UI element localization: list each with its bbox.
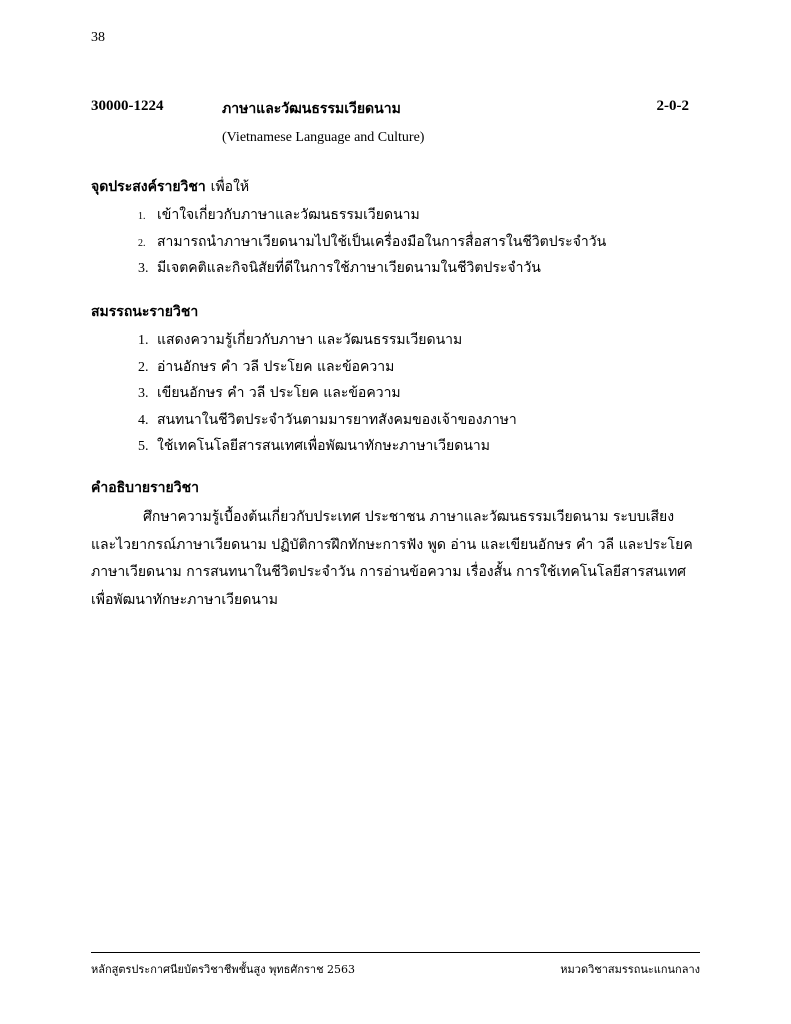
objective-number: 1. bbox=[138, 211, 146, 222]
course-header bbox=[91, 98, 691, 118]
competency-item bbox=[138, 327, 517, 354]
footer-divider bbox=[91, 952, 700, 953]
objective-item bbox=[138, 202, 606, 229]
competency-number: 1. bbox=[138, 333, 149, 348]
footer-curriculum: หลักสูตรประกาศนียบัตรวิชาชีพชั้นสูง พุทธศักราช 2563 bbox=[91, 963, 356, 976]
competency-number: 3. bbox=[138, 386, 149, 401]
objective-number: 3. bbox=[138, 261, 149, 276]
footer-category: หมวดวิชาสมรรถนะแกนกลาง bbox=[560, 963, 700, 976]
objective-text: สามารถนำภาษาเวียดนามไปใช้เป็นเครื่องมือในการสื่อสารในชีวิตประจำวัน bbox=[157, 233, 607, 250]
competencies-list bbox=[138, 327, 517, 460]
description-line: และไวยากรณ์ภาษาเวียดนาม ปฏิบัติการฝึกทักษะการฟัง พูด อ่าน และเขียนอักษร คำ วลี และประโยค bbox=[91, 536, 693, 553]
objective-text: มีเจตคติและกิจนิสัยที่ดีในการใช้ภาษาเวียดนามในชีวิตประจำวัน bbox=[157, 260, 541, 276]
competencies-heading: สมรรถนะรายวิชา bbox=[91, 304, 199, 320]
objectives-heading-suffix: เพื่อให้ bbox=[210, 179, 250, 195]
objective-item bbox=[138, 229, 606, 256]
competency-item bbox=[138, 380, 517, 407]
competency-item bbox=[138, 433, 517, 460]
description-line: ศึกษาความรู้เบื้องต้นเกี่ยวกับประเทศ ประชาชน ภาษาและวัฒนธรรมเวียดนาม ระบบเสียง bbox=[143, 509, 675, 525]
competency-number: 2. bbox=[138, 359, 149, 375]
competency-text: สนทนาในชีวิตประจำวันตามมารยาทสังคมของเจ้าของภาษา bbox=[157, 411, 517, 428]
objective-text: เข้าใจเกี่ยวกับภาษาและวัฒนธรรมเวียดนาม bbox=[157, 207, 420, 223]
course-code: 30000-1224 bbox=[91, 98, 164, 114]
description-line: ภาษาเวียดนาม การสนทนาในชีวิตประจำวัน การอ่านข้อความ เรื่องสั้น การใช้เทคโนโลยีสารสนเทศ bbox=[91, 564, 687, 580]
objectives-list bbox=[138, 202, 606, 282]
description-body bbox=[91, 504, 703, 614]
course-title-thai: ภาษาและวัฒนธรรมเวียดนาม bbox=[222, 101, 401, 117]
competency-number: 5. bbox=[138, 439, 149, 454]
course-title-english: (Vietnamese Language and Culture) bbox=[222, 130, 425, 145]
objective-item bbox=[138, 255, 606, 282]
description-heading: คำอธิบายรายวิชา bbox=[91, 480, 199, 496]
competency-text: เขียนอักษร คำ วลี ประโยค และข้อความ bbox=[157, 385, 401, 401]
course-credits: 2-0-2 bbox=[656, 98, 689, 114]
competency-item bbox=[138, 407, 517, 434]
description-line: เพื่อพัฒนาทักษะภาษาเวียดนาม bbox=[91, 591, 278, 608]
objectives-heading bbox=[91, 176, 249, 198]
competency-item bbox=[138, 354, 517, 381]
page-number: 38 bbox=[91, 30, 105, 45]
objective-number: 2. bbox=[138, 237, 146, 249]
competency-text: แสดงความรู้เกี่ยวกับภาษา และวัฒนธรรมเวียดนาม bbox=[157, 332, 463, 348]
competency-text: ใช้เทคโนโลยีสารสนเทศเพื่อพัฒนาทักษะภาษาเวียดนาม bbox=[157, 438, 491, 454]
competency-number: 4. bbox=[138, 412, 149, 428]
objectives-heading-text: จุดประสงค์รายวิชา bbox=[91, 179, 206, 195]
competency-text: อ่านอักษร คำ วลี ประโยค และข้อความ bbox=[157, 358, 395, 375]
